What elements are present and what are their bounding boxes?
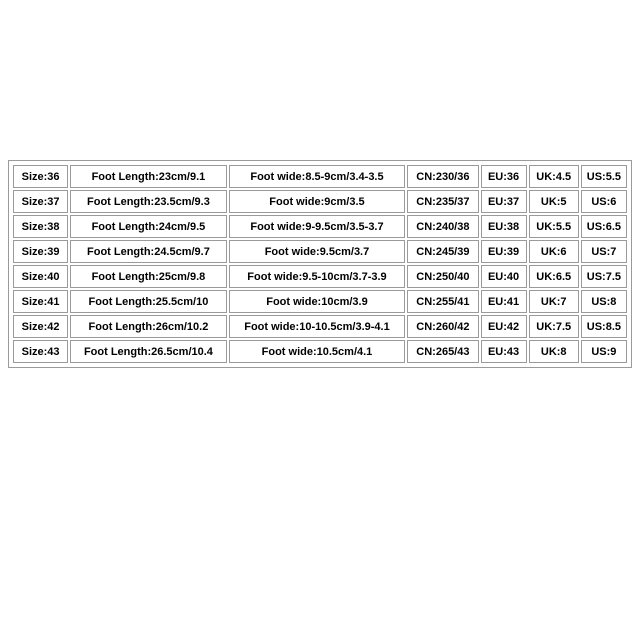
foot-length-cell: Foot Length:25.5cm/10 [70,290,227,313]
size-chart-table [11,163,629,365]
cn-size-cell: CN:240/38 [407,215,478,238]
foot-wide-cell: Foot wide:9cm/3.5 [229,190,406,213]
size-cell: Size:42 [13,315,68,338]
foot-length-cell: Foot Length:24.5cm/9.7 [70,240,227,263]
uk-size-cell: UK:6 [529,240,579,263]
cn-size-cell: CN:255/41 [407,290,478,313]
us-size-cell: US:5.5 [581,165,627,188]
us-size-cell: US:9 [581,340,627,363]
foot-wide-cell: Foot wide:10-10.5cm/3.9-4.1 [229,315,406,338]
table-row [13,165,627,188]
eu-size-cell: EU:37 [481,190,527,213]
us-size-cell: US:6.5 [581,215,627,238]
foot-wide-cell: Foot wide:9.5cm/3.7 [229,240,406,263]
cn-size-cell: CN:235/37 [407,190,478,213]
size-cell: Size:41 [13,290,68,313]
us-size-cell: US:8 [581,290,627,313]
table-row [13,340,627,363]
foot-length-cell: Foot Length:26cm/10.2 [70,315,227,338]
uk-size-cell: UK:4.5 [529,165,579,188]
size-cell: Size:38 [13,215,68,238]
size-cell: Size:37 [13,190,68,213]
eu-size-cell: EU:36 [481,165,527,188]
foot-wide-cell: Foot wide:10cm/3.9 [229,290,406,313]
cn-size-cell: CN:265/43 [407,340,478,363]
size-chart-body [13,165,627,363]
foot-length-cell: Foot Length:23cm/9.1 [70,165,227,188]
uk-size-cell: UK:6.5 [529,265,579,288]
table-row [13,315,627,338]
us-size-cell: US:6 [581,190,627,213]
size-cell: Size:39 [13,240,68,263]
foot-wide-cell: Foot wide:8.5-9cm/3.4-3.5 [229,165,406,188]
uk-size-cell: UK:7 [529,290,579,313]
table-row [13,240,627,263]
eu-size-cell: EU:41 [481,290,527,313]
size-cell: Size:40 [13,265,68,288]
size-cell: Size:36 [13,165,68,188]
us-size-cell: US:7 [581,240,627,263]
table-row [13,190,627,213]
cn-size-cell: CN:260/42 [407,315,478,338]
table-row [13,290,627,313]
table-row [13,265,627,288]
eu-size-cell: EU:38 [481,215,527,238]
foot-length-cell: Foot Length:26.5cm/10.4 [70,340,227,363]
eu-size-cell: EU:40 [481,265,527,288]
uk-size-cell: UK:7.5 [529,315,579,338]
foot-wide-cell: Foot wide:9-9.5cm/3.5-3.7 [229,215,406,238]
cn-size-cell: CN:250/40 [407,265,478,288]
uk-size-cell: UK:8 [529,340,579,363]
uk-size-cell: UK:5 [529,190,579,213]
eu-size-cell: EU:43 [481,340,527,363]
uk-size-cell: UK:5.5 [529,215,579,238]
size-cell: Size:43 [13,340,68,363]
foot-length-cell: Foot Length:25cm/9.8 [70,265,227,288]
us-size-cell: US:7.5 [581,265,627,288]
eu-size-cell: EU:42 [481,315,527,338]
foot-length-cell: Foot Length:24cm/9.5 [70,215,227,238]
eu-size-cell: EU:39 [481,240,527,263]
cn-size-cell: CN:230/36 [407,165,478,188]
cn-size-cell: CN:245/39 [407,240,478,263]
foot-length-cell: Foot Length:23.5cm/9.3 [70,190,227,213]
us-size-cell: US:8.5 [581,315,627,338]
size-chart [8,160,632,368]
foot-wide-cell: Foot wide:10.5cm/4.1 [229,340,406,363]
table-row [13,215,627,238]
foot-wide-cell: Foot wide:9.5-10cm/3.7-3.9 [229,265,406,288]
